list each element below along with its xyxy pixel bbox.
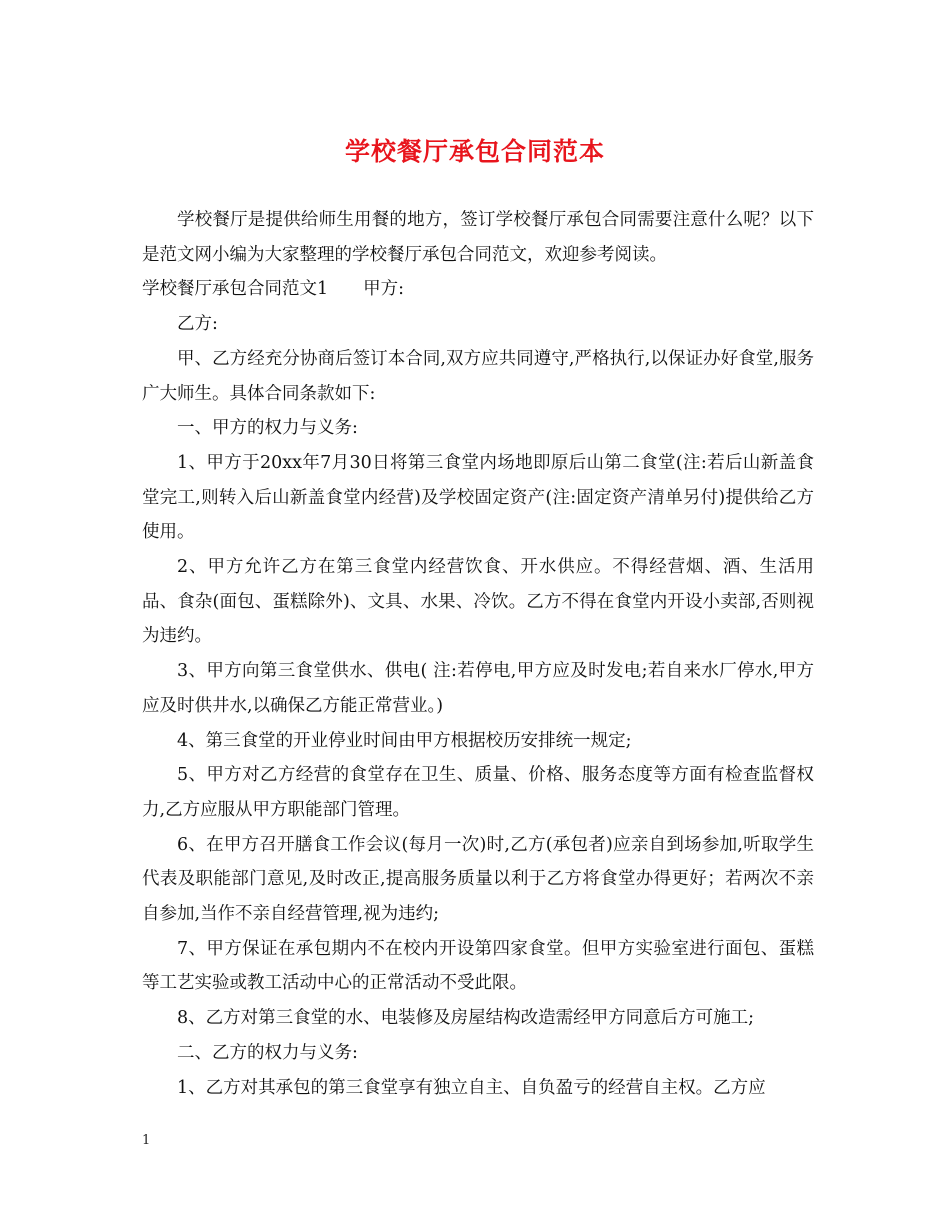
page-number: 1: [142, 1133, 151, 1148]
paragraph: 一、甲方的权力与义务:: [177, 418, 358, 439]
paragraph: 5、甲方对乙方经营的食堂存在卫生、质量、价格、服务态度等方面有检查监督权力,乙方应服从甲方职能部门管理。: [142, 765, 814, 820]
paragraph: 7、甲方保证在承包期内不在校内开设第四家食堂。但甲方实验室进行面包、蛋糕等工艺实验或教工活动中心的正常活动不受此限。: [142, 938, 814, 994]
paragraph: 3、甲方向第三食堂供水、供电( 注:若停电,甲方应及时发电;若自来水厂停水,甲方应及时供井水,以确保乙方能正常营业。): [142, 661, 814, 716]
paragraph: 二、乙方的权力与义务:: [177, 1042, 358, 1063]
paragraph: 2、甲方允许乙方在第三食堂内经营饮食、开水供应。不得经营烟、酒、生活用品、食杂(面包、蛋糕除外)、文具、水果、冷饮。乙方不得在食堂内开设小卖部,否则视为违约。: [142, 557, 814, 647]
document-title: 学校餐厅承包合同范本: [344, 137, 605, 166]
paragraph: 4、第三食堂的开业停业时间由甲方根据校历安排统一规定;: [177, 730, 632, 751]
paragraph: 乙方:: [177, 314, 218, 335]
paragraph: 学校餐厅承包合同范文1 甲方:: [142, 279, 405, 300]
paragraph: 6、在甲方召开膳食工作会议(每月一次)时,乙方(承包者)应亲自到场参加,听取学生代表及职能部门意见,及时改正,提高服务质量以利于乙方将食堂办得更好；若两次不亲自参加,当作不亲自经营管理,视为违约;: [142, 834, 814, 925]
paragraph: 1、甲方于20xx年7月30日将第三食堂内场地即原后山第二食堂(注:若后山新盖食堂完工,则转入后山新盖食堂内经营)及学校固定资产(注:固定资产清单另付)提供给乙方使用。: [142, 452, 814, 543]
document-body: [142, 203, 814, 1105]
paragraph: 学校餐厅是提供给师生用餐的地方，签订学校餐厅承包合同需要注意什么呢？以下是范文网小编为大家整理的学校餐厅承包合同范文，欢迎参考阅读。: [142, 210, 814, 265]
paragraph: 8、乙方对第三食堂的水、电装修及房屋结构改造需经甲方同意后方可施工;: [177, 1008, 755, 1029]
paragraph: 1、乙方对其承包的第三食堂享有独立自主、自负盈亏的经营自主权。乙方应: [177, 1077, 766, 1098]
paragraph: 甲、乙方经充分协商后签订本合同,双方应共同遵守,严格执行,以保证办好食堂,服务广大师生。具体合同条款如下:: [142, 348, 814, 404]
